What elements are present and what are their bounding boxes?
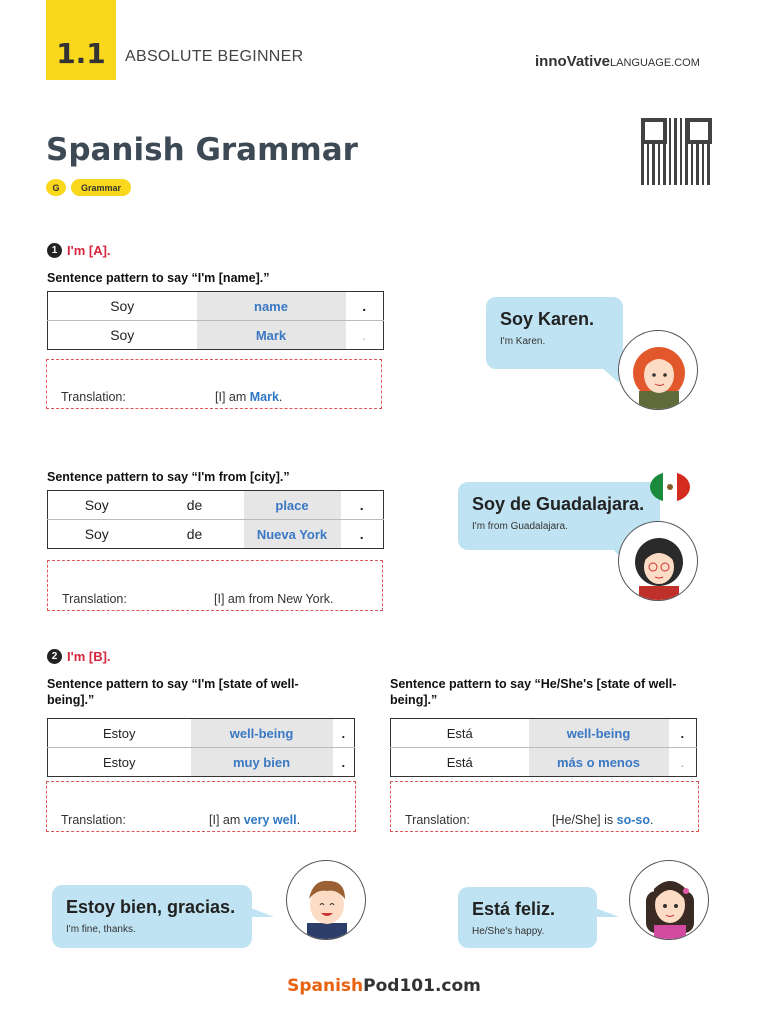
cell: Soy bbox=[48, 520, 146, 549]
avatar-woman-glasses bbox=[618, 521, 698, 601]
cell: well-being bbox=[191, 719, 333, 748]
cell: muy bien bbox=[191, 748, 333, 777]
pattern-table bbox=[47, 490, 384, 549]
translation-end: . bbox=[296, 813, 301, 827]
cell: . bbox=[680, 725, 685, 741]
bubble-text: Soy Karen. bbox=[500, 309, 595, 329]
table-row bbox=[48, 491, 384, 520]
table-row bbox=[48, 748, 355, 777]
translation-highlight: Mark bbox=[249, 390, 279, 404]
bubble-text: Estoy bien, gracias. bbox=[66, 897, 236, 917]
footer-brand-1: Spanish bbox=[287, 976, 364, 996]
translation-box bbox=[47, 560, 383, 611]
section-title: I'm [A]. bbox=[67, 243, 111, 258]
section-number: 1 bbox=[47, 243, 62, 258]
qr-code[interactable] bbox=[641, 118, 712, 185]
pattern-label: Sentence pattern to say “I'm [name].” bbox=[47, 271, 270, 285]
innovative-language-logo[interactable] bbox=[535, 53, 700, 70]
speech-bubble bbox=[52, 885, 252, 948]
table-row bbox=[48, 321, 384, 350]
section-2-heading bbox=[47, 649, 111, 664]
translation-label: Translation: bbox=[62, 592, 127, 606]
translation-box bbox=[390, 781, 699, 832]
translation-label: Translation: bbox=[61, 813, 126, 827]
section-title: I'm [B]. bbox=[67, 649, 111, 664]
bubble-translation: He/She's happy. bbox=[472, 926, 545, 937]
cell: Está bbox=[391, 748, 529, 777]
bubble-text: Soy de Guadalajara. bbox=[472, 494, 645, 514]
table-row bbox=[391, 748, 697, 777]
translation-highlight: very well bbox=[243, 813, 297, 827]
translation-box bbox=[46, 781, 356, 832]
cell: . bbox=[341, 725, 346, 741]
cell: Nueva York bbox=[244, 520, 341, 549]
cell: Soy bbox=[110, 298, 135, 314]
translation-box bbox=[46, 359, 382, 409]
cell: name bbox=[197, 292, 346, 321]
mexico-flag-icon bbox=[650, 472, 690, 502]
cell: place bbox=[244, 491, 341, 520]
translation-text: [I] am bbox=[215, 390, 250, 404]
table-row bbox=[48, 520, 384, 549]
pattern-label: Sentence pattern to say “I'm [state of well-being].” bbox=[47, 677, 299, 707]
cell: . bbox=[669, 748, 697, 777]
cell: Estoy bbox=[48, 748, 191, 777]
page-title: Spanish Grammar bbox=[46, 132, 358, 168]
table-row bbox=[391, 719, 697, 748]
cell: . bbox=[333, 748, 355, 777]
cell: Estoy bbox=[102, 725, 136, 741]
logo-suffix: LANGUAGE.COM bbox=[610, 57, 700, 69]
level-badge: 1.1 bbox=[46, 0, 116, 80]
grammar-badge: Grammar bbox=[71, 179, 131, 196]
cell: Mark bbox=[197, 321, 346, 350]
speech-bubble bbox=[486, 297, 623, 369]
cell: más o menos bbox=[529, 748, 669, 777]
bubble-translation: I'm from Guadalajara. bbox=[472, 521, 568, 532]
footer-brand[interactable] bbox=[0, 976, 768, 996]
pattern-table bbox=[390, 718, 697, 777]
pattern-table bbox=[47, 718, 355, 777]
translation-end: . bbox=[649, 813, 654, 827]
avatar-girl bbox=[629, 860, 709, 940]
pattern-label: Sentence pattern to say “He/She's [state of well-being].” bbox=[390, 677, 677, 707]
bubble-text: Está feliz. bbox=[472, 899, 556, 919]
cell: . bbox=[346, 321, 384, 350]
translation-label: Translation: bbox=[405, 813, 470, 827]
logo-main: innoVative bbox=[535, 53, 611, 70]
level-name: ABSOLUTE BEGINNER bbox=[125, 48, 304, 65]
section-number: 2 bbox=[47, 649, 62, 664]
cell: . bbox=[359, 497, 364, 513]
cell: . bbox=[341, 520, 384, 549]
grammar-icon: G bbox=[46, 179, 66, 196]
cell: de bbox=[186, 497, 203, 513]
avatar-karen bbox=[618, 330, 698, 410]
translation-text: [I] am bbox=[209, 813, 244, 827]
translation-end: . bbox=[278, 390, 283, 404]
table-row bbox=[48, 719, 355, 748]
cell: Soy bbox=[84, 497, 109, 513]
cell: Está bbox=[446, 725, 473, 741]
avatar-man bbox=[286, 860, 366, 940]
translation-text: [He/She] is bbox=[552, 813, 617, 827]
pattern-table bbox=[47, 291, 384, 350]
translation-text: [I] am from New York. bbox=[214, 592, 334, 606]
speech-bubble bbox=[458, 887, 597, 948]
translation-highlight: so-so bbox=[616, 813, 650, 827]
cell: . bbox=[362, 298, 367, 314]
bubble-translation: I'm Karen. bbox=[500, 336, 546, 347]
cell: de bbox=[146, 520, 244, 549]
bubble-translation: I'm fine, thanks. bbox=[66, 924, 136, 935]
table-row bbox=[48, 292, 384, 321]
section-1-heading bbox=[47, 243, 111, 258]
footer-brand-2: Pod101.com bbox=[363, 976, 481, 996]
cell: well-being bbox=[529, 719, 669, 748]
translation-label: Translation: bbox=[61, 390, 126, 404]
cell: Soy bbox=[48, 321, 197, 350]
pattern-label: Sentence pattern to say “I'm from [city].” bbox=[47, 470, 290, 484]
